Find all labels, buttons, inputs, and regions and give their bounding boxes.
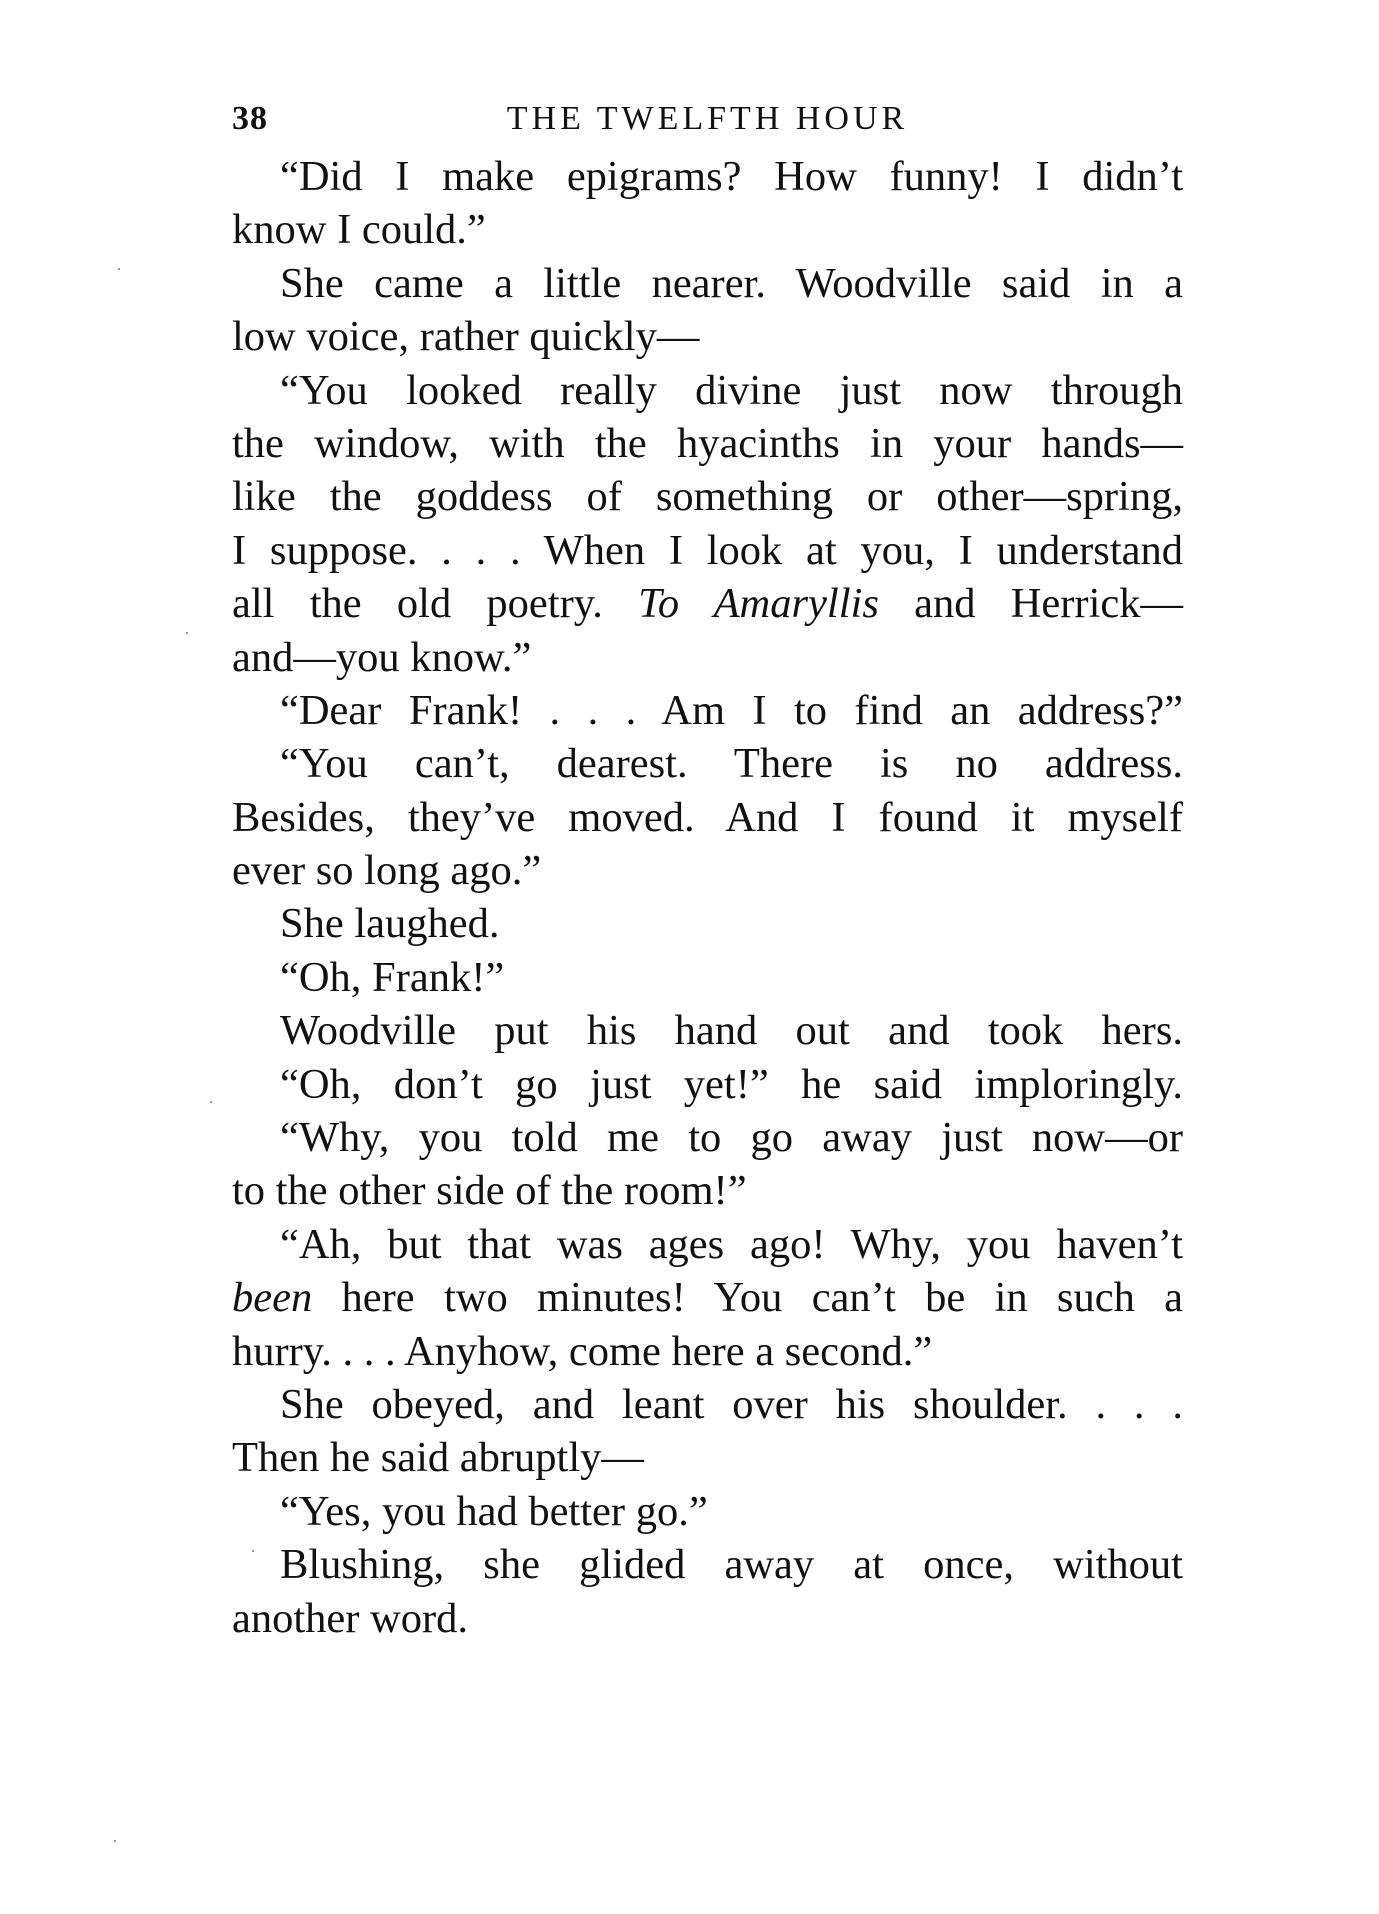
text-line	[232, 1004, 1183, 1057]
text-run: “Did I make epigrams? How funny! I didn’t	[280, 153, 1183, 200]
text-line	[232, 1058, 1183, 1111]
text-run: to the other side of the room!”	[232, 1167, 747, 1215]
text-line	[232, 1271, 1183, 1324]
text-run: “Ah, but that was ages ago! Why, you haven’t	[280, 1220, 1183, 1268]
text-run: “Why, you told me to go away just now—or	[280, 1114, 1183, 1162]
text-line	[232, 524, 1183, 577]
text-run: “Dear Frank! . . . Am I to find an address?”	[280, 686, 1183, 734]
text-line	[232, 1485, 1183, 1538]
text-run: “You looked really divine just now through	[280, 366, 1183, 414]
text-line	[232, 1325, 1183, 1378]
text-run: “Oh, Frank!”	[280, 953, 505, 1001]
text-run: the window, with the hyacinths in your hands—	[232, 419, 1183, 467]
text-run: Woodville put his hand out and took hers.	[280, 1007, 1183, 1055]
paper-speck	[118, 268, 120, 270]
text-line	[232, 257, 1183, 310]
paper-speck	[186, 632, 188, 634]
page-number: 38	[232, 100, 268, 137]
text-run: She obeyed, and leant over his shoulder. . . .	[280, 1380, 1183, 1428]
text-line	[232, 1164, 1183, 1217]
text-run: “You can’t, dearest. There is no address.	[280, 740, 1183, 788]
italic-text: been	[232, 1274, 313, 1322]
text-line	[232, 1218, 1183, 1271]
text-line	[232, 577, 1183, 630]
text-run: here two minutes! You can’t be in such a	[312, 1274, 1183, 1322]
text-run: hurry. . . . Anyhow, come here a second.”	[232, 1327, 933, 1375]
text-run: and—you know.”	[232, 633, 532, 681]
text-run: She came a little nearer. Woodville said in a	[280, 259, 1183, 307]
text-run: ever so long ago.”	[232, 847, 542, 895]
text-line	[232, 470, 1183, 523]
text-line	[232, 951, 1183, 1004]
text-run: and Herrick—	[878, 580, 1183, 628]
text-line	[232, 203, 1183, 256]
text-run: I suppose. . . . When I look at you, I understand	[232, 526, 1183, 574]
text-run: Then he said abruptly—	[232, 1434, 644, 1482]
paper-speck	[252, 1550, 254, 1552]
text-line	[232, 684, 1183, 737]
text-line	[232, 1431, 1183, 1484]
text-run: Blushing, she glided away at once, without	[280, 1541, 1183, 1589]
text-run: She laughed.	[280, 900, 500, 948]
text-line	[232, 1538, 1183, 1591]
text-line	[232, 1111, 1183, 1164]
text-line	[232, 1378, 1183, 1431]
text-line	[232, 1592, 1183, 1645]
text-line	[232, 844, 1183, 897]
paper-speck	[114, 1840, 116, 1842]
text-line	[232, 737, 1183, 790]
text-run: all the old poetry.	[232, 580, 639, 628]
page-header	[232, 100, 1183, 150]
text-run: another word.	[232, 1594, 469, 1642]
text-run: Besides, they’ve moved. And I found it myself	[232, 793, 1183, 841]
text-run: know I could.”	[232, 206, 486, 254]
text-run: low voice, rather quickly—	[232, 313, 700, 361]
text-line	[232, 897, 1183, 950]
text-run: “Oh, don’t go just yet!” he said imploringly.	[280, 1060, 1183, 1108]
text-run: like the goddess of something or other—spring,	[232, 473, 1183, 521]
text-line	[232, 150, 1183, 203]
body-text	[232, 150, 1183, 1645]
text-line	[232, 631, 1183, 684]
text-run: “Yes, you had better go.”	[280, 1487, 708, 1535]
text-line	[232, 310, 1183, 363]
paper-speck	[210, 1101, 212, 1103]
text-line	[232, 791, 1183, 844]
text-line	[232, 364, 1183, 417]
italic-text: To Amaryllis	[638, 580, 879, 628]
running-head: THE TWELFTH HOUR	[506, 100, 909, 137]
text-line	[232, 417, 1183, 470]
